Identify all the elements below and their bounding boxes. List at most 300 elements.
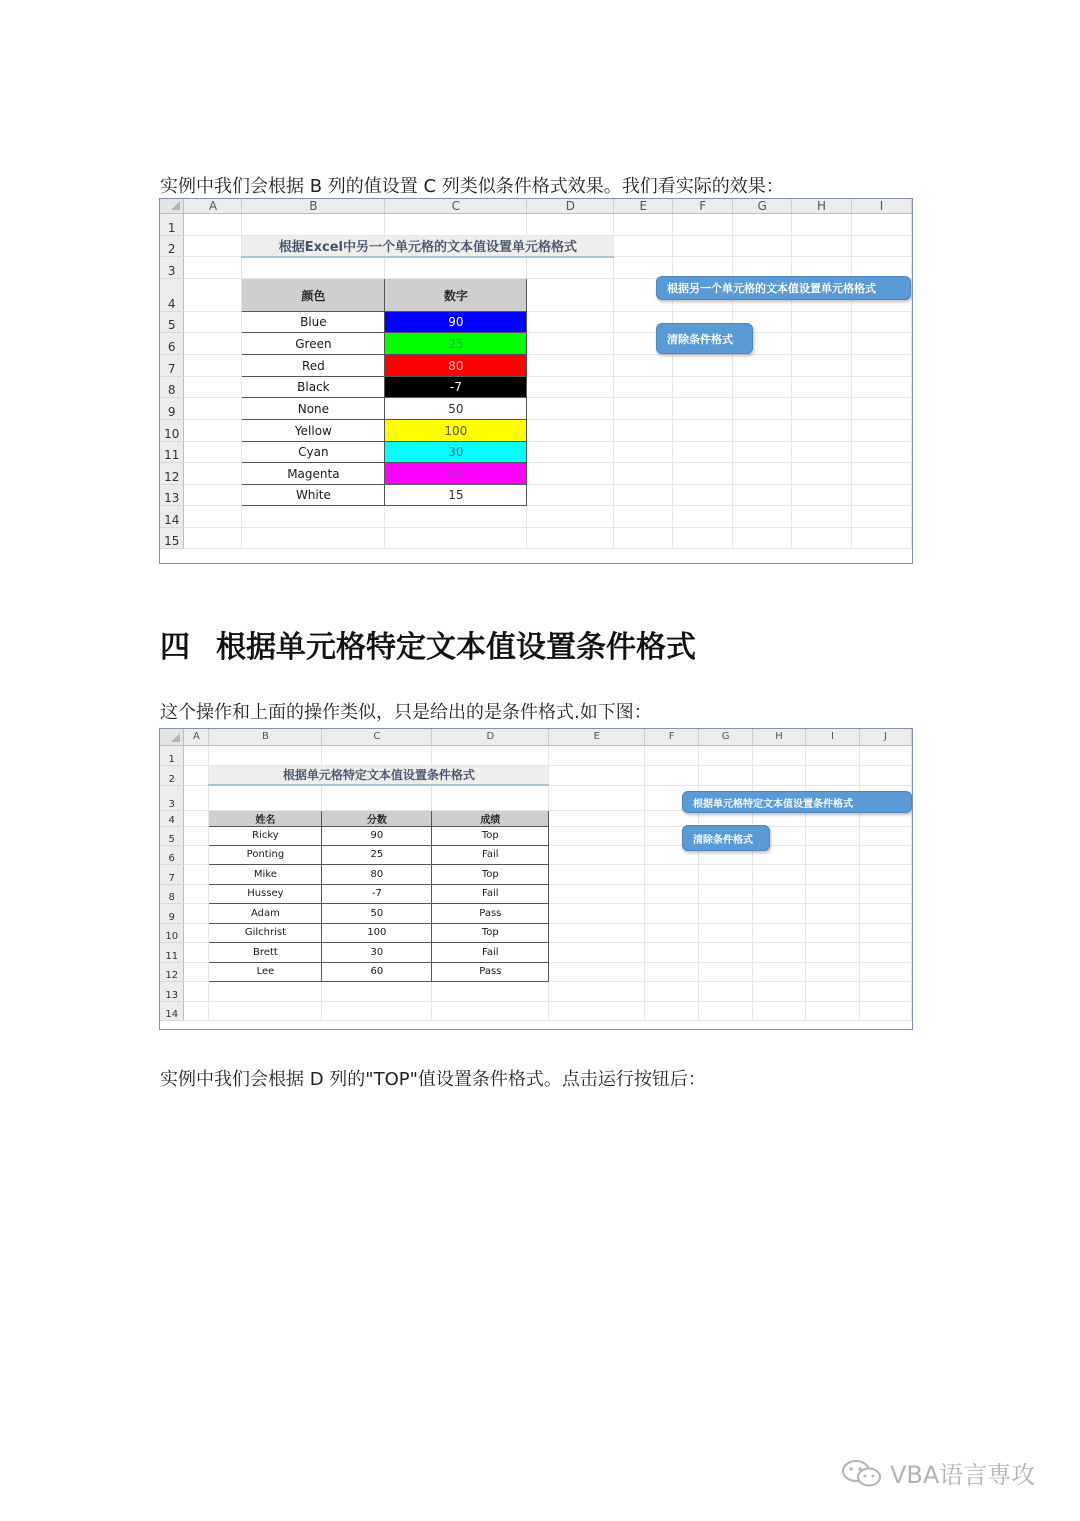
cell[interactable] (851, 214, 911, 236)
score-cell[interactable]: 30 (322, 942, 432, 962)
row-number[interactable]: 12 (160, 463, 184, 485)
cell[interactable] (733, 420, 792, 442)
row-number[interactable]: 6 (160, 845, 184, 864)
cell[interactable] (806, 923, 860, 942)
grade-cell[interactable]: Fail (432, 845, 549, 864)
cell[interactable] (614, 463, 673, 485)
cell[interactable] (184, 279, 242, 312)
color-name-cell[interactable]: Cyan (242, 442, 385, 463)
cell[interactable] (242, 214, 385, 236)
cell[interactable] (527, 528, 614, 549)
score-cell[interactable]: 90 (322, 826, 432, 845)
sheet-row (160, 1001, 912, 1020)
cell[interactable] (614, 420, 673, 442)
cell[interactable] (184, 1001, 209, 1020)
row-number[interactable]: 9 (160, 903, 184, 923)
cell[interactable] (527, 463, 614, 485)
select-all-corner[interactable] (160, 199, 184, 214)
cell[interactable] (614, 377, 673, 398)
column-header[interactable]: A (184, 729, 209, 745)
name-cell[interactable]: Mike (209, 864, 322, 884)
cell[interactable] (699, 884, 753, 903)
cell[interactable] (859, 765, 911, 785)
color-name-cell[interactable]: Green (242, 333, 385, 355)
color-name-cell[interactable]: None (242, 398, 385, 420)
cell[interactable] (792, 398, 852, 420)
cell[interactable] (699, 765, 753, 785)
row-number[interactable]: 10 (160, 923, 184, 942)
grade-cell[interactable]: Fail (432, 942, 549, 962)
cell[interactable] (527, 214, 614, 236)
number-cell[interactable]: -7 (385, 377, 527, 398)
cell[interactable] (614, 398, 673, 420)
column-header[interactable]: I (806, 729, 860, 745)
cell[interactable] (859, 845, 911, 864)
cell[interactable] (184, 765, 209, 785)
cell[interactable] (549, 785, 645, 810)
cell[interactable] (792, 236, 852, 257)
score-cell[interactable]: 25 (322, 845, 432, 864)
cell[interactable] (184, 257, 242, 279)
row-number[interactable]: 12 (160, 962, 184, 981)
row-number[interactable]: 8 (160, 377, 184, 398)
cell[interactable] (549, 826, 645, 845)
cell[interactable] (851, 442, 911, 463)
cell[interactable] (527, 398, 614, 420)
cell[interactable] (699, 962, 753, 981)
column-header[interactable]: C (322, 729, 432, 745)
cell[interactable] (859, 981, 911, 1001)
column-header[interactable]: G (733, 199, 792, 214)
cell[interactable] (699, 942, 753, 962)
cell[interactable] (806, 1001, 860, 1020)
cell[interactable] (753, 942, 806, 962)
cell[interactable] (645, 884, 699, 903)
cell[interactable] (792, 333, 852, 355)
cell[interactable] (614, 442, 673, 463)
cell[interactable] (184, 463, 242, 485)
row-number[interactable]: 2 (160, 765, 184, 785)
cell[interactable] (733, 236, 792, 257)
row-number[interactable]: 9 (160, 398, 184, 420)
color-name-cell[interactable]: Red (242, 355, 385, 377)
row-number[interactable]: 6 (160, 333, 184, 355)
color-name-cell[interactable]: Black (242, 377, 385, 398)
cell[interactable] (806, 884, 860, 903)
cell[interactable] (792, 420, 852, 442)
cell[interactable] (614, 214, 673, 236)
cell[interactable] (753, 765, 806, 785)
column-header[interactable]: H (753, 729, 806, 745)
cell[interactable] (385, 528, 527, 549)
cell[interactable] (851, 355, 911, 377)
cell[interactable] (549, 765, 645, 785)
row-number[interactable]: 7 (160, 355, 184, 377)
number-cell[interactable]: 60 (385, 463, 527, 485)
cell[interactable] (673, 377, 733, 398)
score-cell[interactable]: -7 (322, 884, 432, 903)
cell[interactable] (184, 528, 242, 549)
cell[interactable] (614, 528, 673, 549)
cell[interactable] (753, 903, 806, 923)
cell[interactable] (322, 785, 432, 810)
color-name-cell[interactable]: Blue (242, 312, 385, 333)
column-header[interactable]: I (851, 199, 911, 214)
cell[interactable] (699, 1001, 753, 1020)
column-header[interactable]: B (242, 199, 385, 214)
cell[interactable] (549, 1001, 645, 1020)
cell[interactable] (792, 377, 852, 398)
cell[interactable] (645, 981, 699, 1001)
grade-cell[interactable]: Top (432, 923, 549, 942)
row-number[interactable]: 15 (160, 528, 184, 549)
cell[interactable] (733, 355, 792, 377)
cell[interactable] (753, 884, 806, 903)
cell[interactable] (806, 845, 860, 864)
cell[interactable] (792, 312, 852, 333)
cell[interactable] (806, 962, 860, 981)
row-number[interactable]: 14 (160, 1001, 184, 1020)
score-cell[interactable]: 100 (322, 923, 432, 942)
cell[interactable] (733, 485, 792, 506)
cell[interactable] (753, 962, 806, 981)
number-cell[interactable]: 25 (385, 333, 527, 355)
cell[interactable] (699, 923, 753, 942)
cell[interactable] (792, 463, 852, 485)
cell[interactable] (851, 485, 911, 506)
cell[interactable] (851, 506, 911, 528)
cell[interactable] (806, 942, 860, 962)
name-cell[interactable]: Ricky (209, 826, 322, 845)
cell[interactable] (242, 528, 385, 549)
row-number[interactable]: 3 (160, 785, 184, 810)
cell[interactable] (733, 528, 792, 549)
name-cell[interactable]: Hussey (209, 884, 322, 903)
cell[interactable] (242, 257, 385, 279)
number-cell[interactable]: 15 (385, 485, 527, 506)
cell[interactable] (733, 463, 792, 485)
row-number[interactable]: 4 (160, 279, 184, 312)
cell[interactable] (614, 506, 673, 528)
cell[interactable] (645, 1001, 699, 1020)
column-header[interactable]: E (614, 199, 673, 214)
cell[interactable] (527, 485, 614, 506)
cell[interactable] (859, 923, 911, 942)
cell[interactable] (733, 377, 792, 398)
sheet-row (160, 528, 912, 549)
cell[interactable] (859, 962, 911, 981)
clear-text-format-button[interactable]: 清除条件格式 (682, 825, 770, 851)
cell[interactable] (242, 506, 385, 528)
cell[interactable] (645, 745, 699, 765)
cell[interactable] (385, 257, 527, 279)
column-header[interactable]: F (673, 199, 733, 214)
cell[interactable] (673, 463, 733, 485)
cell[interactable] (699, 981, 753, 1001)
cell[interactable] (549, 923, 645, 942)
sheet-row (160, 942, 912, 962)
cell[interactable] (851, 398, 911, 420)
cell[interactable] (614, 485, 673, 506)
score-cell[interactable]: 60 (322, 962, 432, 981)
cell[interactable] (549, 745, 645, 765)
cell[interactable] (614, 236, 673, 257)
table-header-color: 颜色 (242, 279, 385, 312)
cell[interactable] (851, 377, 911, 398)
cell[interactable] (753, 923, 806, 942)
sheet-row (160, 442, 912, 463)
cell[interactable] (673, 398, 733, 420)
cell[interactable] (527, 257, 614, 279)
cell[interactable] (673, 214, 733, 236)
cell[interactable] (733, 214, 792, 236)
row-number[interactable]: 8 (160, 884, 184, 903)
row-number[interactable]: 13 (160, 981, 184, 1001)
cell[interactable] (184, 884, 209, 903)
cell[interactable] (859, 1001, 911, 1020)
cell[interactable] (527, 279, 614, 312)
cell[interactable] (549, 981, 645, 1001)
select-all-corner[interactable] (160, 729, 184, 745)
sheet-row (160, 312, 912, 333)
row-number[interactable]: 11 (160, 442, 184, 463)
cell[interactable] (699, 903, 753, 923)
grade-cell[interactable]: Fail (432, 884, 549, 903)
cell[interactable] (792, 485, 852, 506)
cell[interactable] (184, 864, 209, 884)
column-header[interactable]: B (209, 729, 322, 745)
cell[interactable] (184, 236, 242, 257)
cell[interactable] (527, 420, 614, 442)
cell[interactable] (859, 942, 911, 962)
cell[interactable] (549, 942, 645, 962)
cell[interactable] (184, 981, 209, 1001)
cell[interactable] (184, 312, 242, 333)
sheet-row (160, 463, 912, 485)
cell[interactable] (527, 377, 614, 398)
cell[interactable] (184, 506, 242, 528)
color-name-cell[interactable]: Magenta (242, 463, 385, 485)
cell[interactable] (432, 745, 549, 765)
cell[interactable] (753, 981, 806, 1001)
cell[interactable] (673, 420, 733, 442)
sheet-row (160, 864, 912, 884)
cell[interactable] (432, 785, 549, 810)
cell[interactable] (322, 745, 432, 765)
cell[interactable] (184, 355, 242, 377)
number-cell[interactable]: 100 (385, 420, 527, 442)
name-cell[interactable]: Adam (209, 903, 322, 923)
cell[interactable] (645, 864, 699, 884)
cell[interactable] (733, 506, 792, 528)
cell[interactable] (549, 845, 645, 864)
sheet-row (160, 355, 912, 377)
cell[interactable] (527, 506, 614, 528)
number-cell[interactable]: 50 (385, 398, 527, 420)
cell[interactable] (673, 506, 733, 528)
cell[interactable] (184, 442, 242, 463)
cell[interactable] (645, 765, 699, 785)
score-cell[interactable]: 80 (322, 864, 432, 884)
cell[interactable] (322, 1001, 432, 1020)
cell[interactable] (733, 398, 792, 420)
cell[interactable] (851, 312, 911, 333)
cell[interactable] (851, 528, 911, 549)
cell[interactable] (673, 236, 733, 257)
column-header[interactable]: A (184, 199, 242, 214)
row-number[interactable]: 5 (160, 312, 184, 333)
row-number[interactable]: 4 (160, 810, 184, 826)
row-number[interactable]: 1 (160, 745, 184, 765)
sheet-row (160, 923, 912, 942)
cell[interactable] (385, 506, 527, 528)
apply-format-button[interactable]: 根据另一个单元格的文本值设置单元格格式 (656, 276, 911, 300)
cell[interactable] (184, 826, 209, 845)
cell[interactable] (753, 864, 806, 884)
column-header[interactable]: C (385, 199, 527, 214)
cell[interactable] (806, 981, 860, 1001)
name-cell[interactable]: Brett (209, 942, 322, 962)
cell[interactable] (549, 810, 645, 826)
sheet-row (160, 745, 912, 765)
row-number[interactable]: 3 (160, 257, 184, 279)
cell[interactable] (432, 981, 549, 1001)
cell[interactable] (753, 1001, 806, 1020)
grade-cell[interactable]: Pass (432, 962, 549, 981)
cell[interactable] (184, 785, 209, 810)
cell[interactable] (792, 214, 852, 236)
intro-paragraph: 实例中我们会根据 B 列的值设置 C 列类似条件格式效果。我们看实际的效果： (160, 176, 784, 197)
number-cell[interactable]: 80 (385, 355, 527, 377)
cell[interactable] (209, 981, 322, 1001)
cell[interactable] (753, 745, 806, 765)
cell[interactable] (859, 903, 911, 923)
cell[interactable] (322, 981, 432, 1001)
cell[interactable] (859, 864, 911, 884)
cell[interactable] (209, 785, 322, 810)
cell[interactable] (385, 214, 527, 236)
cell[interactable] (645, 942, 699, 962)
column-header[interactable]: E (549, 729, 645, 745)
cell[interactable] (184, 745, 209, 765)
cell[interactable] (699, 745, 753, 765)
cell[interactable] (527, 312, 614, 333)
cell[interactable] (673, 485, 733, 506)
cell[interactable] (792, 355, 852, 377)
row-number[interactable]: 5 (160, 826, 184, 845)
color-name-cell[interactable]: Yellow (242, 420, 385, 442)
column-header[interactable]: D (527, 199, 614, 214)
name-cell[interactable]: Lee (209, 962, 322, 981)
cell[interactable] (699, 864, 753, 884)
cell[interactable] (645, 903, 699, 923)
cell[interactable] (792, 528, 852, 549)
cell[interactable] (673, 528, 733, 549)
row-number[interactable]: 13 (160, 485, 184, 506)
cell[interactable] (792, 506, 852, 528)
cell[interactable] (527, 442, 614, 463)
number-cell[interactable]: 30 (385, 442, 527, 463)
cell[interactable] (733, 442, 792, 463)
cell[interactable] (527, 355, 614, 377)
cell[interactable] (673, 442, 733, 463)
cell[interactable] (806, 903, 860, 923)
column-header[interactable]: D (432, 729, 549, 745)
cell[interactable] (184, 420, 242, 442)
cell[interactable] (806, 765, 860, 785)
row-number[interactable]: 1 (160, 214, 184, 236)
cell[interactable] (184, 903, 209, 923)
column-header[interactable]: F (645, 729, 699, 745)
cell[interactable] (209, 745, 322, 765)
cell[interactable] (549, 884, 645, 903)
cell[interactable] (184, 398, 242, 420)
cell[interactable] (549, 962, 645, 981)
cell[interactable] (614, 355, 673, 377)
cell[interactable] (851, 463, 911, 485)
cell[interactable] (645, 962, 699, 981)
row-number[interactable]: 14 (160, 506, 184, 528)
cell[interactable] (184, 810, 209, 826)
column-header[interactable]: G (699, 729, 753, 745)
cell[interactable] (184, 845, 209, 864)
name-cell[interactable]: Gilchrist (209, 923, 322, 942)
cell[interactable] (673, 355, 733, 377)
cell[interactable] (527, 333, 614, 355)
cell[interactable] (184, 962, 209, 981)
grade-cell[interactable]: Pass (432, 903, 549, 923)
cell[interactable] (806, 864, 860, 884)
cell[interactable] (645, 923, 699, 942)
apply-text-format-button[interactable]: 根据单元格特定文本值设置条件格式 (682, 791, 912, 813)
cell[interactable] (209, 1001, 322, 1020)
cell[interactable] (184, 377, 242, 398)
cell[interactable] (806, 826, 860, 845)
cell[interactable] (859, 745, 911, 765)
number-cell[interactable]: 90 (385, 312, 527, 333)
cell[interactable] (859, 884, 911, 903)
row-number[interactable]: 10 (160, 420, 184, 442)
grade-cell[interactable]: Top (432, 826, 549, 845)
row-number[interactable]: 11 (160, 942, 184, 962)
name-cell[interactable]: Ponting (209, 845, 322, 864)
grade-cell[interactable]: Top (432, 864, 549, 884)
cell[interactable] (549, 903, 645, 923)
cell[interactable] (184, 923, 209, 942)
row-number[interactable]: 2 (160, 236, 184, 257)
cell[interactable] (851, 333, 911, 355)
cell[interactable] (184, 942, 209, 962)
cell[interactable] (806, 745, 860, 765)
cell[interactable] (549, 864, 645, 884)
cell[interactable] (184, 333, 242, 355)
row-number[interactable]: 7 (160, 864, 184, 884)
column-header[interactable]: H (792, 199, 852, 214)
cell[interactable] (184, 485, 242, 506)
clear-format-button[interactable]: 清除条件格式 (656, 323, 753, 354)
cell[interactable] (432, 1001, 549, 1020)
cell[interactable] (792, 442, 852, 463)
color-name-cell[interactable]: White (242, 485, 385, 506)
cell[interactable] (851, 420, 911, 442)
cell[interactable] (851, 236, 911, 257)
cell[interactable] (184, 214, 242, 236)
score-cell[interactable]: 50 (322, 903, 432, 923)
cell[interactable] (859, 826, 911, 845)
sheet-row (160, 845, 912, 864)
section-title: 根据单元格特定文本值设置条件格式 (216, 630, 696, 665)
column-header[interactable]: J (859, 729, 911, 745)
